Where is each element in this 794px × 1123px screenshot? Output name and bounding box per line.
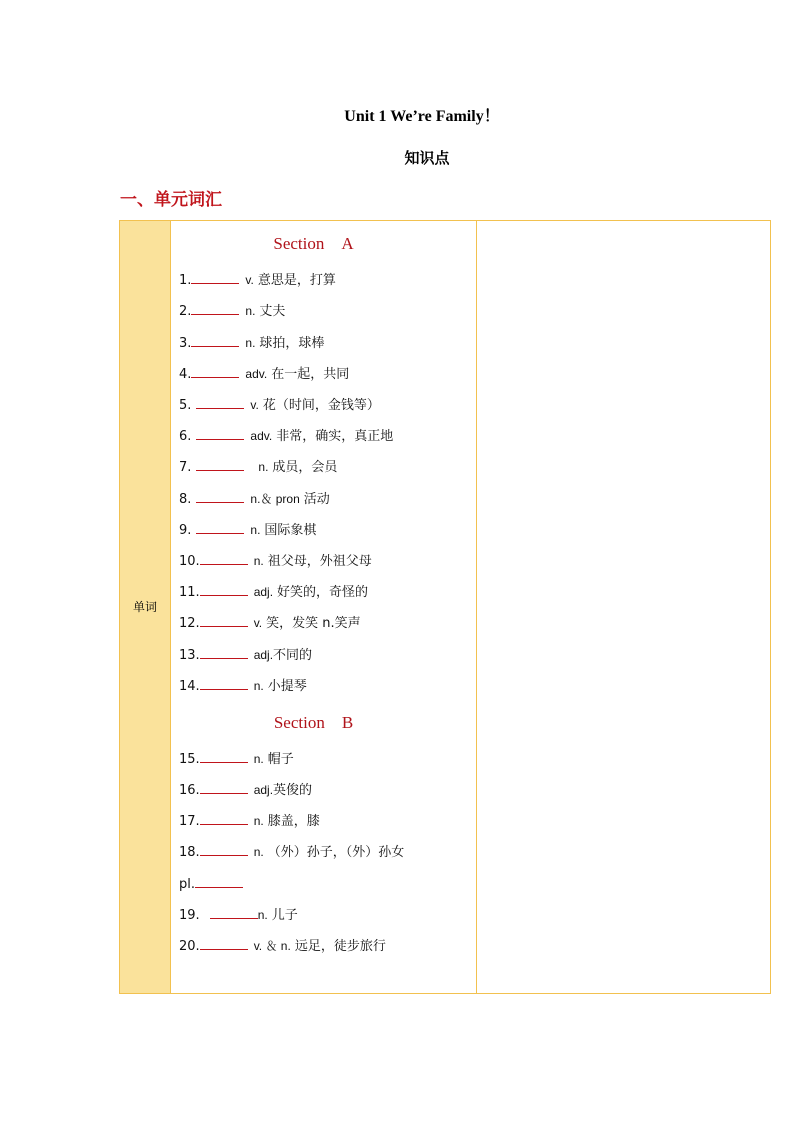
answer-blank[interactable] bbox=[195, 875, 243, 888]
vocab-item bbox=[179, 583, 368, 602]
answer-blank[interactable] bbox=[200, 750, 248, 763]
part-of-speech: v. bbox=[250, 398, 259, 412]
vocab-item-plural bbox=[179, 875, 243, 894]
part-of-speech: adj. bbox=[253, 783, 274, 797]
item-number: 19. bbox=[179, 908, 200, 923]
part-of-speech: n. bbox=[253, 554, 264, 568]
item-number: 12. bbox=[179, 616, 200, 631]
answer-blank[interactable] bbox=[191, 334, 239, 347]
item-meaning: 成员，会员 bbox=[272, 460, 338, 475]
side-label-cell bbox=[120, 221, 171, 993]
vocab-item bbox=[179, 521, 316, 540]
item-meaning: 膝盖，膝 bbox=[267, 814, 320, 829]
part-of-speech: adj. bbox=[253, 585, 274, 599]
item-number: 20. bbox=[179, 939, 200, 954]
vocab-item bbox=[179, 614, 361, 633]
item-number: 6. bbox=[179, 429, 192, 444]
part-of-speech: n. bbox=[245, 304, 256, 318]
document-subtitle: 知识点 bbox=[404, 149, 450, 167]
item-number: 17. bbox=[179, 814, 200, 829]
answer-blank[interactable] bbox=[191, 271, 239, 284]
vocabulary-heading: 一、单元词汇 bbox=[120, 190, 222, 210]
vocab-item bbox=[179, 396, 380, 415]
vocab-item bbox=[179, 906, 298, 925]
part-of-speech: v. bbox=[245, 273, 254, 287]
item-meaning: （外）孙子，（外）孙女 bbox=[267, 845, 405, 860]
vocab-item bbox=[179, 937, 386, 956]
part-of-speech: n.＆ pron bbox=[250, 492, 300, 506]
item-number: 15. bbox=[179, 752, 200, 767]
vocab-item bbox=[179, 646, 312, 665]
item-meaning: 远足，徒步旅行 bbox=[294, 939, 386, 954]
part-of-speech: n. bbox=[253, 814, 264, 828]
item-meaning: 英俊的 bbox=[273, 783, 313, 798]
part-of-speech: n. bbox=[253, 679, 264, 693]
part-of-speech: v. bbox=[253, 616, 263, 630]
answer-blank[interactable] bbox=[196, 490, 244, 503]
answer-blank[interactable] bbox=[200, 781, 248, 794]
item-number: 16. bbox=[179, 783, 200, 798]
item-number: 1. bbox=[179, 273, 192, 288]
item-number: 18. bbox=[179, 845, 200, 860]
item-meaning: 不同的 bbox=[273, 648, 313, 663]
vocab-item bbox=[179, 365, 349, 384]
item-number: 5. bbox=[179, 398, 192, 413]
document-title: Unit 1 We’re Family！ bbox=[344, 108, 500, 125]
item-meaning: 非常，确实，真正地 bbox=[276, 429, 394, 444]
answer-blank[interactable] bbox=[200, 583, 248, 596]
item-number: 7. bbox=[179, 460, 192, 475]
vocab-item bbox=[179, 427, 393, 446]
notes-cell bbox=[477, 221, 770, 993]
item-number: 3. bbox=[179, 336, 192, 351]
part-of-speech: n. bbox=[253, 752, 264, 766]
answer-blank[interactable] bbox=[191, 302, 239, 315]
item-meaning: 好笑的，奇怪的 bbox=[277, 585, 369, 600]
part-of-speech: adv. bbox=[245, 367, 268, 381]
vocab-item bbox=[179, 812, 320, 831]
part-of-speech: n. bbox=[253, 845, 264, 859]
item-number: 14. bbox=[179, 679, 200, 694]
item-number: 8. bbox=[179, 492, 192, 507]
answer-blank[interactable] bbox=[200, 812, 248, 825]
answer-blank[interactable] bbox=[196, 458, 244, 471]
item-number: 10. bbox=[179, 554, 200, 569]
answer-blank[interactable] bbox=[200, 937, 248, 950]
item-meaning: 国际象棋 bbox=[264, 523, 317, 538]
answer-blank[interactable] bbox=[196, 427, 244, 440]
vocab-item bbox=[179, 302, 285, 321]
answer-blank[interactable] bbox=[200, 614, 248, 627]
item-meaning: 花（时间，金钱等） bbox=[262, 398, 380, 413]
item-meaning: 祖父母，外祖父母 bbox=[267, 554, 372, 569]
answer-blank[interactable] bbox=[200, 552, 248, 565]
answer-blank[interactable] bbox=[196, 521, 244, 534]
vocab-item bbox=[179, 490, 330, 509]
section-a-title: Section A bbox=[273, 234, 354, 253]
part-of-speech: v. ＆ n. bbox=[253, 939, 291, 953]
part-of-speech: n. bbox=[257, 908, 268, 922]
item-number: 4. bbox=[179, 367, 192, 382]
answer-blank[interactable] bbox=[200, 646, 248, 659]
item-meaning: 活动 bbox=[303, 492, 330, 507]
answer-blank[interactable] bbox=[191, 365, 239, 378]
item-meaning: 丈夫 bbox=[259, 304, 286, 319]
item-meaning: 在一起，共同 bbox=[271, 367, 350, 382]
item-number: 2. bbox=[179, 304, 192, 319]
vocabulary-table bbox=[119, 220, 771, 994]
plural-label: pl. bbox=[179, 877, 195, 892]
part-of-speech: adv. bbox=[250, 429, 273, 443]
vocab-item bbox=[179, 781, 312, 800]
answer-blank[interactable] bbox=[196, 396, 244, 409]
side-label: 单词 bbox=[132, 600, 157, 614]
answer-blank[interactable] bbox=[200, 843, 248, 856]
item-number: 13. bbox=[179, 648, 200, 663]
part-of-speech: n. bbox=[250, 523, 261, 537]
item-number: 11. bbox=[179, 585, 200, 600]
item-meaning: 球拍，球棒 bbox=[259, 336, 325, 351]
answer-blank[interactable] bbox=[200, 677, 248, 690]
vocab-item bbox=[179, 750, 294, 769]
vocab-item bbox=[179, 843, 404, 862]
item-meaning: 笑，发笑 n.笑声 bbox=[266, 616, 361, 631]
vocab-item bbox=[179, 271, 336, 290]
vocab-item bbox=[179, 458, 337, 477]
item-meaning: 儿子 bbox=[271, 908, 298, 923]
section-b-title: Section B bbox=[273, 713, 354, 732]
part-of-speech: adj. bbox=[253, 648, 274, 662]
item-meaning: 帽子 bbox=[267, 752, 294, 767]
part-of-speech: n. bbox=[245, 336, 256, 350]
vocab-item bbox=[179, 552, 372, 571]
vocab-item bbox=[179, 677, 307, 696]
part-of-speech: n. bbox=[258, 460, 269, 474]
item-number: 9. bbox=[179, 523, 192, 538]
answer-blank[interactable] bbox=[210, 906, 258, 919]
vocab-item bbox=[179, 334, 324, 353]
item-meaning: 小提琴 bbox=[267, 679, 307, 694]
item-meaning: 意思是，打算 bbox=[257, 273, 336, 288]
vocabulary-list-cell bbox=[171, 221, 477, 993]
